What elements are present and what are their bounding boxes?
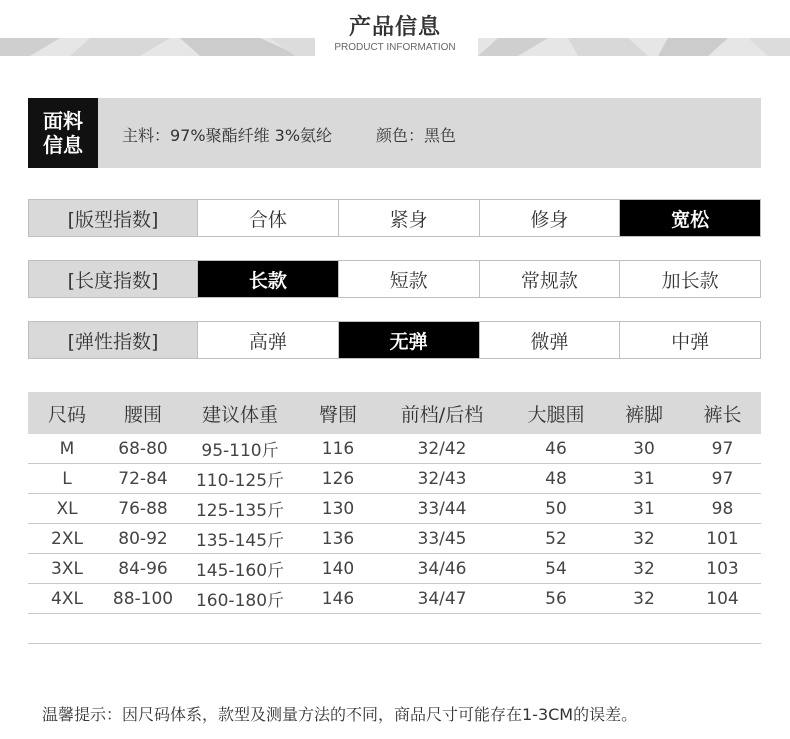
fabric-label-line2: 信息: [43, 133, 83, 157]
cell-size: M: [28, 434, 106, 464]
cell-length: 98: [684, 494, 761, 524]
fit-index-label: [版型指数]: [29, 200, 197, 236]
header-size: 尺码: [28, 392, 106, 434]
length-index-row: [28, 260, 761, 298]
cell-thigh: 46: [508, 434, 604, 464]
cell-weight: 125-135斤: [180, 494, 300, 524]
cell-hip: 146: [300, 584, 376, 614]
fit-option-jinshen: 紧身: [338, 200, 479, 236]
page-subtitle: PRODUCT INFORMATION: [334, 42, 456, 53]
length-option-changguikuan: 常规款: [479, 261, 620, 297]
cell-size: 2XL: [28, 524, 106, 554]
cell-thigh: 52: [508, 524, 604, 554]
cell-leg-opening: 31: [604, 494, 684, 524]
size-table: [28, 392, 761, 644]
cell-rise: 33/45: [376, 524, 508, 554]
table-row: [28, 584, 761, 614]
cell-waist: 72-84: [106, 464, 180, 494]
cell-length: 104: [684, 584, 761, 614]
header-waist: 腰围: [106, 392, 180, 434]
elasticity-index-label: [弹性指数]: [29, 322, 197, 358]
length-option-changkuan: 长款: [197, 261, 338, 297]
table-row: [28, 524, 761, 554]
header-length: 裤长: [684, 392, 761, 434]
elasticity-option-gaodan: 高弹: [197, 322, 338, 358]
table-row-empty: [28, 614, 761, 644]
cell-size: XL: [28, 494, 106, 524]
fabric-info-label: [28, 98, 98, 168]
table-row: [28, 494, 761, 524]
cell-weight: 160-180斤: [180, 584, 300, 614]
cell-waist: 68-80: [106, 434, 180, 464]
section-header: [0, 0, 790, 60]
cell-weight: 110-125斤: [180, 464, 300, 494]
table-row: [28, 464, 761, 494]
cell-rise: 33/44: [376, 494, 508, 524]
cell-thigh: 54: [508, 554, 604, 584]
header-leg-opening: 裤脚: [604, 392, 684, 434]
header-rise: 前档/后档: [376, 392, 508, 434]
page-title: 产品信息: [348, 15, 441, 40]
elasticity-option-wudan: 无弹: [338, 322, 479, 358]
cell-length: 103: [684, 554, 761, 584]
cell-hip: 140: [300, 554, 376, 584]
cell-waist: 76-88: [106, 494, 180, 524]
cell-leg-opening: 32: [604, 554, 684, 584]
elasticity-option-zhongdan: 中弹: [619, 322, 760, 358]
cell-leg-opening: 30: [604, 434, 684, 464]
cell-hip: 130: [300, 494, 376, 524]
cell-leg-opening: 31: [604, 464, 684, 494]
fit-option-heti: 合体: [197, 200, 338, 236]
cell-rise: 34/46: [376, 554, 508, 584]
length-option-duankuan: 短款: [338, 261, 479, 297]
cell-rise: 34/47: [376, 584, 508, 614]
fit-option-kuansong: 宽松: [619, 200, 760, 236]
cell-waist: 88-100: [106, 584, 180, 614]
header-thigh: 大腿围: [508, 392, 604, 434]
elasticity-index-row: [28, 321, 761, 359]
cell-waist: 80-92: [106, 524, 180, 554]
cell-size: L: [28, 464, 106, 494]
header-weight: 建议体重: [180, 392, 300, 434]
fit-index-row: [28, 199, 761, 237]
fabric-label-line1: 面料: [43, 109, 83, 133]
cell-thigh: 48: [508, 464, 604, 494]
cell-weight: 135-145斤: [180, 524, 300, 554]
table-row: [28, 434, 761, 464]
cell-weight: 145-160斤: [180, 554, 300, 584]
cell-length: 97: [684, 464, 761, 494]
fabric-info-panel: [28, 98, 761, 168]
table-row: [28, 554, 761, 584]
length-index-label: [长度指数]: [29, 261, 197, 297]
empty-cell: [28, 614, 761, 644]
fit-option-xiushen: 修身: [479, 200, 620, 236]
cell-thigh: 56: [508, 584, 604, 614]
size-table-header-row: [28, 392, 761, 434]
cell-hip: 136: [300, 524, 376, 554]
cell-rise: 32/43: [376, 464, 508, 494]
main-material-text: 主料：97%聚酯纤维 3%氨纶: [122, 126, 333, 145]
cell-hip: 116: [300, 434, 376, 464]
cell-length: 97: [684, 434, 761, 464]
length-option-jiachangkuan: 加长款: [619, 261, 760, 297]
cell-leg-opening: 32: [604, 524, 684, 554]
cell-weight: 95-110斤: [180, 434, 300, 464]
size-notice: 温馨提示：因尺码体系，款型及测量方法的不同，商品尺寸可能存在1-3CM的误差。: [42, 705, 638, 724]
color-text: 颜色：黑色: [376, 126, 457, 145]
cell-hip: 126: [300, 464, 376, 494]
cell-leg-opening: 32: [604, 584, 684, 614]
cell-length: 101: [684, 524, 761, 554]
elasticity-option-weidan: 微弹: [479, 322, 620, 358]
cell-size: 4XL: [28, 584, 106, 614]
header-hip: 臀围: [300, 392, 376, 434]
cell-size: 3XL: [28, 554, 106, 584]
cell-thigh: 50: [508, 494, 604, 524]
cell-rise: 32/42: [376, 434, 508, 464]
cell-waist: 84-96: [106, 554, 180, 584]
